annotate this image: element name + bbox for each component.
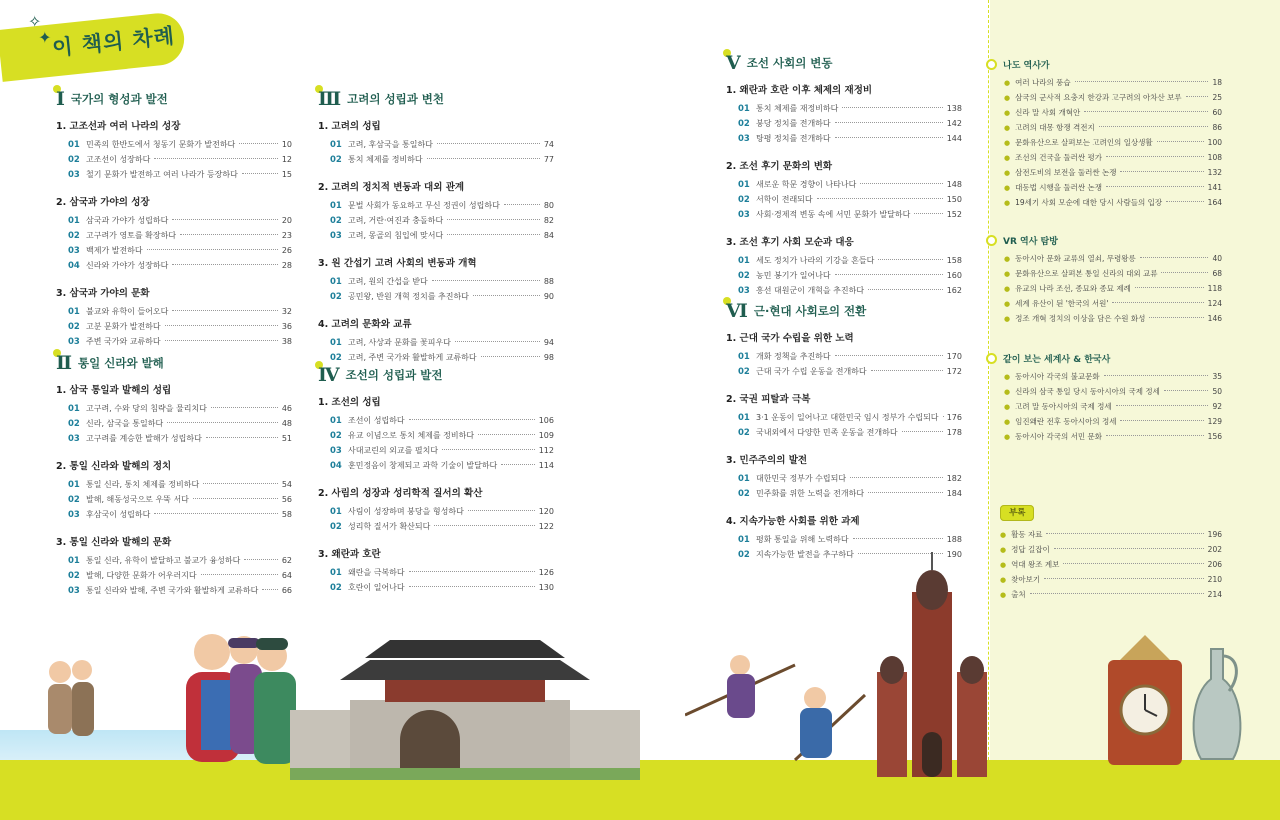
chapter-title: 4. 고려의 문화와 교류 [318,319,412,330]
part-heading [726,300,962,322]
chapter-title: 3. 통일 신라와 발해의 문화 [56,537,172,548]
list-item[interactable]: 03 사회·경제적 변동 속에 서민 문화가 발달하다 152 [738,210,962,220]
part-title: 고려의 성립과 변천 [347,92,445,106]
roman-numeral: Ⅵ [726,300,748,322]
list-item[interactable]: 02 공민왕, 반원 개혁 정치를 추진하다 90 [330,292,554,302]
item-list [738,102,962,146]
list-item[interactable]: 01 새로운 학문 경향이 나타나다 148 [738,180,962,190]
list-item[interactable]: 01 왜란을 극복하다 126 [330,568,554,578]
list-item[interactable]: 02 근대 국가 수립 운동을 전개하다 172 [738,367,962,377]
list-item[interactable]: 02 서학이 전래되다 150 [738,195,962,205]
list-item[interactable]: 03 통일 신라와 발해, 주변 국가와 활발하게 교류하다 66 [68,586,292,596]
list-item[interactable]: ● 신라의 삼국 통일 당시 동아시아의 국제 정세 50 [1004,387,1222,396]
part-title: 조선 사회의 변동 [746,56,833,70]
list-item[interactable]: 01 통치 체제를 재정비하다 138 [738,104,962,114]
chapter-title: 1. 삼국 통일과 발해의 성립 [56,385,172,396]
list-item[interactable]: ● 문화유산으로 살펴보는 고려인의 일상생활 100 [1004,138,1222,147]
roman-numeral: Ⅲ [318,88,342,110]
list-item[interactable]: 03 고구려를 계승한 발해가 성립하다 51 [68,434,292,444]
list-item[interactable]: 01 조선이 성립하다 106 [330,416,554,426]
clock-artifact-illustration [1100,630,1190,770]
list-item[interactable]: 03 철기 문화가 발전하고 여러 나라가 등장하다 15 [68,170,292,180]
list-item[interactable]: ● 대동법 시행을 둘러싼 논쟁 141 [1004,183,1222,192]
list-item[interactable]: ● 정조 개혁 정치의 이상을 담은 수원 화성 146 [1004,314,1222,323]
part-heading [56,352,292,374]
list-item[interactable]: ● 활동 자료 196 [1000,530,1222,539]
list-item[interactable]: ● 신라 말 사회 개혁안 60 [1004,108,1222,117]
list-item[interactable]: 02 고려, 거란·여진과 충돌하다 82 [330,216,554,226]
list-item[interactable]: 02 호란이 일어나다 130 [330,583,554,593]
list-item[interactable]: ● 여러 나라의 풍습 18 [1004,78,1222,87]
part-title: 조선의 성립과 발전 [345,368,443,382]
list-item[interactable]: 02 농민 봉기가 일어나다 160 [738,271,962,281]
item-list [738,254,962,298]
roman-numeral: Ⅱ [56,352,73,374]
list-item[interactable]: ● 19세기 사회 모순에 대한 당시 사람들의 입장 164 [1004,198,1222,207]
list-item[interactable]: 01 통일 신라, 유학이 발달하고 불교가 융성하다 62 [68,556,292,566]
list-item[interactable]: 03 주변 국가와 교류하다 38 [68,337,292,347]
item-list [68,402,292,446]
list-item[interactable]: 01 고려, 원의 간섭을 받다 88 [330,277,554,287]
list-item[interactable]: 02 붕당 정치를 전개하다 142 [738,119,962,129]
list-item[interactable]: 01 사림이 성장하며 붕당을 형성하다 120 [330,507,554,517]
chapter-title: 1. 왜란과 호란 이후 체제의 재정비 [726,85,873,96]
item-list [330,138,554,167]
item-list [738,178,962,222]
list-item[interactable]: ● 문화유산으로 살펴본 통일 신라의 대외 교류 68 [1004,269,1222,278]
chapter-title: 3. 민주주의의 발전 [726,455,808,466]
chapter-title: 1. 근대 국가 수립을 위한 노력 [726,333,854,344]
part-5 [726,52,962,298]
list-item[interactable]: 01 고려, 사상과 문화를 꽃피우다 94 [330,338,554,348]
item-list [330,566,554,595]
list-item[interactable]: 02 국내외에서 다양한 민족 운동을 전개하다 178 [738,428,962,438]
glass-vessel-illustration [1186,644,1246,769]
chapter-title: 2. 국권 피탈과 극복 [726,394,811,405]
list-item[interactable]: ● 고려 말 동아시아의 국제 정세 92 [1004,402,1222,411]
warriors-illustration [685,640,875,770]
chapter-title: 1. 고조선과 여러 나라의 성장 [56,121,181,132]
roman-numeral: Ⅴ [726,52,741,74]
list-item[interactable]: 01 민족의 한반도에서 청동기 문화가 발전하다 10 [68,140,292,150]
list-item[interactable]: 03 후삼국이 성립하다 58 [68,510,292,520]
page-title: 이 책의 차례 [51,23,177,61]
fortress-gate-illustration [290,630,640,780]
list-item[interactable]: 01 통일 신라, 통치 체제를 정비하다 54 [68,480,292,490]
chapter-title: 2. 통일 신라와 발해의 정치 [56,461,172,472]
list-item[interactable]: 02 지속가능한 발전을 추구하다 190 [738,550,962,560]
side-section-vr [986,234,1222,326]
cathedral-illustration [872,552,992,777]
list-item[interactable]: 02 통치 체제를 정비하다 77 [330,155,554,165]
list-item[interactable]: 01 삼국과 가야가 성립하다 20 [68,216,292,226]
item-list [738,350,962,379]
list-item[interactable]: 01 고구려, 수와 당의 침략을 물리치다 46 [68,404,292,414]
list-item[interactable]: ● 동아시아 문화 교류의 열쇠, 무령왕릉 40 [1004,254,1222,263]
list-item[interactable]: 04 훈민정음이 창제되고 과학 기술이 발달하다 114 [330,461,554,471]
item-list [68,305,292,349]
item-list [738,411,962,440]
scholars-illustration [36,630,306,770]
part-title: 국가의 형성과 발전 [70,92,168,106]
side-section-heading: 나도 역사가 [986,58,1222,71]
chapter-title: 3. 조선 후기 사회 모순과 대응 [726,237,854,248]
item-list [330,199,554,243]
chapter-title: 1. 고려의 성립 [318,121,381,132]
list-item[interactable]: ● 유교의 나라 조선, 종묘와 종묘 제례 118 [1004,284,1222,293]
part-heading [726,52,962,74]
side-section-heading: 같이 보는 세계사 & 한국사 [986,352,1222,365]
chapter-title: 2. 사림의 성장과 성리학적 질서의 확산 [318,488,483,499]
list-item[interactable]: ● 삼국의 군사적 요충지 한강과 고구려의 아차산 보루 25 [1004,93,1222,102]
list-item[interactable]: 02 고구려가 영토를 확장하다 23 [68,231,292,241]
part-2 [56,352,292,598]
list-item[interactable]: 01 평화 통일을 위해 노력하다 188 [738,535,962,545]
chapter-title: 2. 삼국과 가야의 성장 [56,197,150,208]
list-item[interactable]: 01 대한민국 정부가 수립되다 182 [738,474,962,484]
sparkle-icon: ✧ ✦ [28,12,52,47]
part-heading [318,88,554,110]
part-title: 근·현대 사회로의 전환 [753,304,867,318]
part-heading [318,364,554,386]
list-item[interactable]: 03 사대교린의 외교를 펼치다 112 [330,446,554,456]
side-section-historian [986,58,1222,210]
ring-bullet-icon [986,353,997,364]
list-item[interactable]: 02 고려, 주변 국가와 활발하게 교류하다 98 [330,353,554,363]
item-list [330,414,554,473]
list-item[interactable]: 01 불교와 유학이 들어오다 32 [68,307,292,317]
ring-bullet-icon [986,235,997,246]
item-list [738,472,962,501]
chapter-title: 4. 지속가능한 사회를 위한 과제 [726,516,860,527]
list-item[interactable]: 02 발해, 다양한 문화가 어우러지다 64 [68,571,292,581]
side-section-heading: VR 역사 탐방 [986,234,1222,247]
side-section-world-history [986,352,1222,444]
part-heading [56,88,292,110]
list-item[interactable]: ● 동아시아 각국의 서민 문화 156 [1004,432,1222,441]
list-item[interactable]: 02 신라, 삼국을 통일하다 48 [68,419,292,429]
part-1 [56,88,292,349]
list-item[interactable]: ● 삼전도비의 보전을 둘러싼 논쟁 132 [1004,168,1222,177]
list-item[interactable]: ● 고려의 대몽 항쟁 격전지 86 [1004,123,1222,132]
list-item[interactable]: 03 탕평 정치를 전개하다 144 [738,134,962,144]
list-item[interactable]: 02 유교 이념으로 통치 체제를 정비하다 109 [330,431,554,441]
list-item[interactable]: ● 동아시아 각국의 불교문화 35 [1004,372,1222,381]
list-item[interactable]: 01 세도 정치가 나라의 기강을 흔들다 158 [738,256,962,266]
chapter-title: 3. 삼국과 가야의 문화 [56,288,150,299]
part-4 [318,364,554,595]
list-item[interactable]: ● 찾아보기 210 [1000,575,1222,584]
ring-bullet-icon [986,59,997,70]
item-list [68,478,292,522]
list-item[interactable]: 02 민주화를 위한 노력을 전개하다 184 [738,489,962,499]
roman-numeral: Ⅳ [318,364,340,386]
list-item[interactable]: ● 세계 유산이 된 '한국의 서원' 124 [1004,299,1222,308]
item-list [68,214,292,273]
chapter-title: 1. 조선의 성립 [318,397,381,408]
item-list [68,554,292,598]
chapter-title: 2. 고려의 정치적 변동과 대외 관계 [318,182,465,193]
list-item[interactable]: 01 3·1 운동이 일어나고 대한민국 임시 정부가 수립되다 176 [738,413,962,423]
list-item[interactable]: 02 고분 문화가 발전하다 36 [68,322,292,332]
list-item[interactable]: ● 정답 길잡이 202 [1000,545,1222,554]
list-item[interactable]: 01 고려, 후삼국을 통일하다 74 [330,140,554,150]
list-item[interactable]: 02 발해, 해동성국으로 우뚝 서다 56 [68,495,292,505]
list-item[interactable]: ● 임진왜란 전후 동아시아의 정세 129 [1004,417,1222,426]
list-item[interactable]: 03 고려, 몽골의 침입에 맞서다 84 [330,231,554,241]
list-item[interactable]: 04 신라와 가야가 성장하다 28 [68,261,292,271]
list-item[interactable]: 02 성리학 질서가 확산되다 122 [330,522,554,532]
list-item[interactable]: ● 역대 왕조 계보 206 [1000,560,1222,569]
chapter-title: 3. 원 간섭기 고려 사회의 변동과 개혁 [318,258,477,269]
list-item[interactable]: ● 출처 214 [1000,590,1222,599]
part-3 [318,88,554,365]
appendix-section [1000,500,1222,602]
part-6 [726,300,962,562]
list-item[interactable]: 01 개화 정책을 추진하다 170 [738,352,962,362]
item-list [330,505,554,534]
chapter-title: 3. 왜란과 호란 [318,549,381,560]
item-list [330,336,554,365]
list-item[interactable]: 02 고조선이 성장하다 12 [68,155,292,165]
list-item[interactable]: 01 문벌 사회가 동요하고 무신 정권이 성립하다 80 [330,201,554,211]
list-item[interactable]: 03 흥선 대원군이 개혁을 추진하다 162 [738,286,962,296]
appendix-badge: 부록 [1000,505,1034,521]
roman-numeral: Ⅰ [56,88,65,110]
list-item[interactable]: ● 조선의 건국을 둘러싼 평가 108 [1004,153,1222,162]
chapter-title: 2. 조선 후기 문화의 변화 [726,161,833,172]
item-list [330,275,554,304]
list-item[interactable]: 03 백제가 발전하다 26 [68,246,292,256]
item-list [68,138,292,182]
part-title: 통일 신라와 발해 [78,356,164,370]
